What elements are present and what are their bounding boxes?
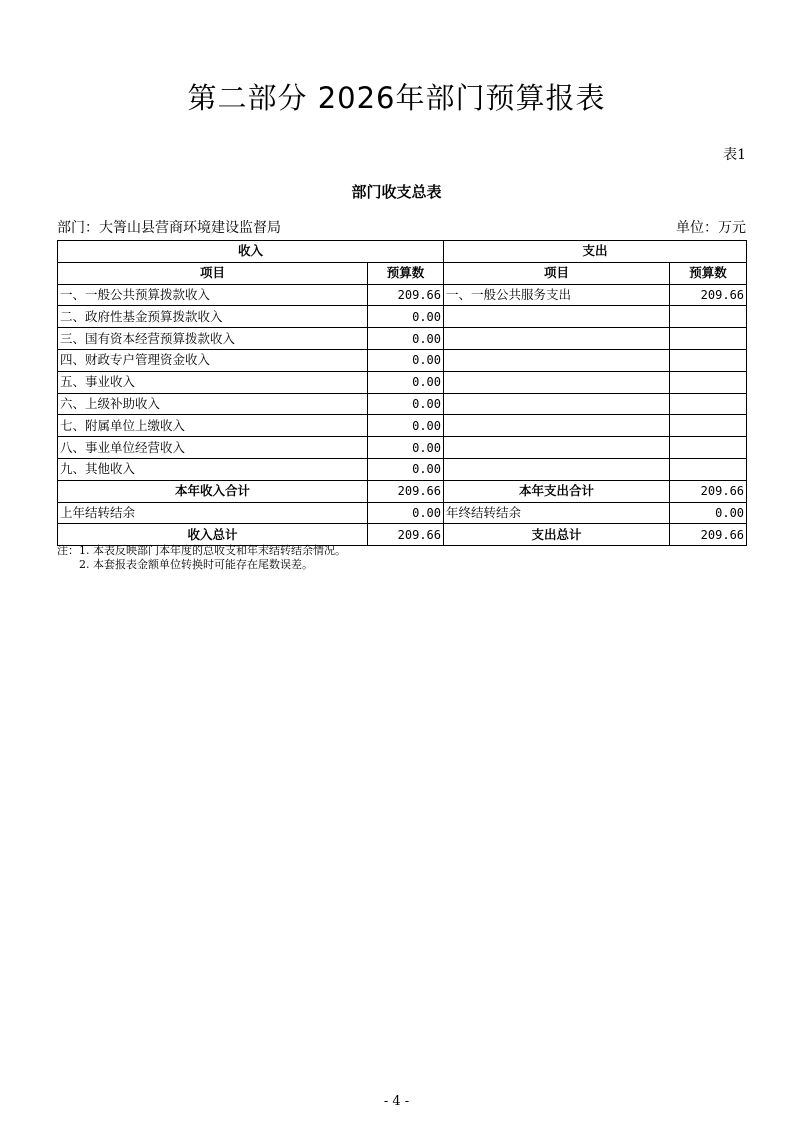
income-item: 三、国有资本经营预算拨款收入	[58, 328, 368, 350]
expense-item	[444, 371, 670, 393]
subtotal-row	[58, 480, 747, 502]
note-2: 2. 本套报表金额单位转换时可能存在尾数误差。	[79, 558, 313, 571]
page-title: 第二部分 2026年部门预算报表	[187, 81, 606, 115]
table-row	[58, 284, 747, 306]
income-item: 六、上级补助收入	[58, 393, 368, 415]
department-label: 部门：大箐山县营商环境建设监督局	[57, 220, 281, 236]
page-number: - 4 -	[383, 1094, 410, 1109]
table-number: 表1	[723, 147, 746, 163]
income-value: 0.00	[368, 458, 444, 480]
expense-item	[444, 458, 670, 480]
col-budget-expense: 预算数	[670, 262, 747, 284]
table-row	[58, 458, 747, 480]
income-item: 九、其他收入	[58, 458, 368, 480]
expense-value	[670, 349, 747, 371]
income-item: 五、事业收入	[58, 371, 368, 393]
table-row	[58, 306, 747, 328]
table-row	[58, 437, 747, 459]
income-subtotal-value: 209.66	[368, 480, 444, 502]
expense-item	[444, 349, 670, 371]
expense-total-value: 209.66	[670, 524, 747, 546]
income-value: 0.00	[368, 349, 444, 371]
table-row	[58, 371, 747, 393]
income-item: 二、政府性基金预算拨款收入	[58, 306, 368, 328]
expense-item	[444, 415, 670, 437]
income-total-label: 收入总计	[58, 524, 368, 546]
income-value: 209.66	[368, 284, 444, 306]
col-item-expense: 项目	[444, 262, 670, 284]
expense-value	[670, 328, 747, 350]
expense-subtotal-value: 209.66	[670, 480, 747, 502]
expense-item	[444, 328, 670, 350]
unit-label: 单位：万元	[676, 220, 746, 236]
expense-value: 209.66	[670, 284, 747, 306]
income-item: 一、一般公共预算拨款收入	[58, 284, 368, 306]
table-row	[58, 415, 747, 437]
expense-value	[670, 306, 747, 328]
note-1: 注：1. 本表反映部门本年度的总收支和年末结转结余情况。	[57, 544, 346, 557]
income-total-value: 209.66	[368, 524, 444, 546]
expense-total-label: 支出总计	[444, 524, 670, 546]
income-header: 收入	[58, 241, 444, 263]
col-budget-income: 预算数	[368, 262, 444, 284]
expense-value	[670, 415, 747, 437]
expense-item	[444, 437, 670, 459]
carryover-row	[58, 502, 747, 524]
income-value: 0.00	[368, 437, 444, 459]
table-row	[58, 393, 747, 415]
income-value: 0.00	[368, 371, 444, 393]
income-value: 0.00	[368, 328, 444, 350]
expense-carryover-label: 年终结转结余	[444, 502, 670, 524]
expense-value	[670, 458, 747, 480]
income-subtotal-label: 本年收入合计	[58, 480, 368, 502]
expense-value	[670, 393, 747, 415]
expense-header: 支出	[444, 241, 747, 263]
table-row	[58, 328, 747, 350]
expense-carryover-value: 0.00	[670, 502, 747, 524]
income-item: 四、财政专户管理资金收入	[58, 349, 368, 371]
total-row	[58, 524, 747, 546]
income-carryover-value: 0.00	[368, 502, 444, 524]
expense-subtotal-label: 本年支出合计	[444, 480, 670, 502]
income-value: 0.00	[368, 393, 444, 415]
expense-item	[444, 393, 670, 415]
expense-item: 一、一般公共服务支出	[444, 284, 670, 306]
expense-item	[444, 306, 670, 328]
income-carryover-label: 上年结转结余	[58, 502, 368, 524]
income-value: 0.00	[368, 415, 444, 437]
income-item: 八、事业单位经营收入	[58, 437, 368, 459]
col-item-income: 项目	[58, 262, 368, 284]
table-title: 部门收支总表	[351, 183, 442, 201]
table-row	[58, 349, 747, 371]
expense-value	[670, 371, 747, 393]
expense-value	[670, 437, 747, 459]
income-item: 七、附属单位上缴收入	[58, 415, 368, 437]
table-notes	[57, 544, 346, 572]
income-value: 0.00	[368, 306, 444, 328]
table-meta	[57, 217, 746, 237]
budget-table	[57, 240, 747, 546]
